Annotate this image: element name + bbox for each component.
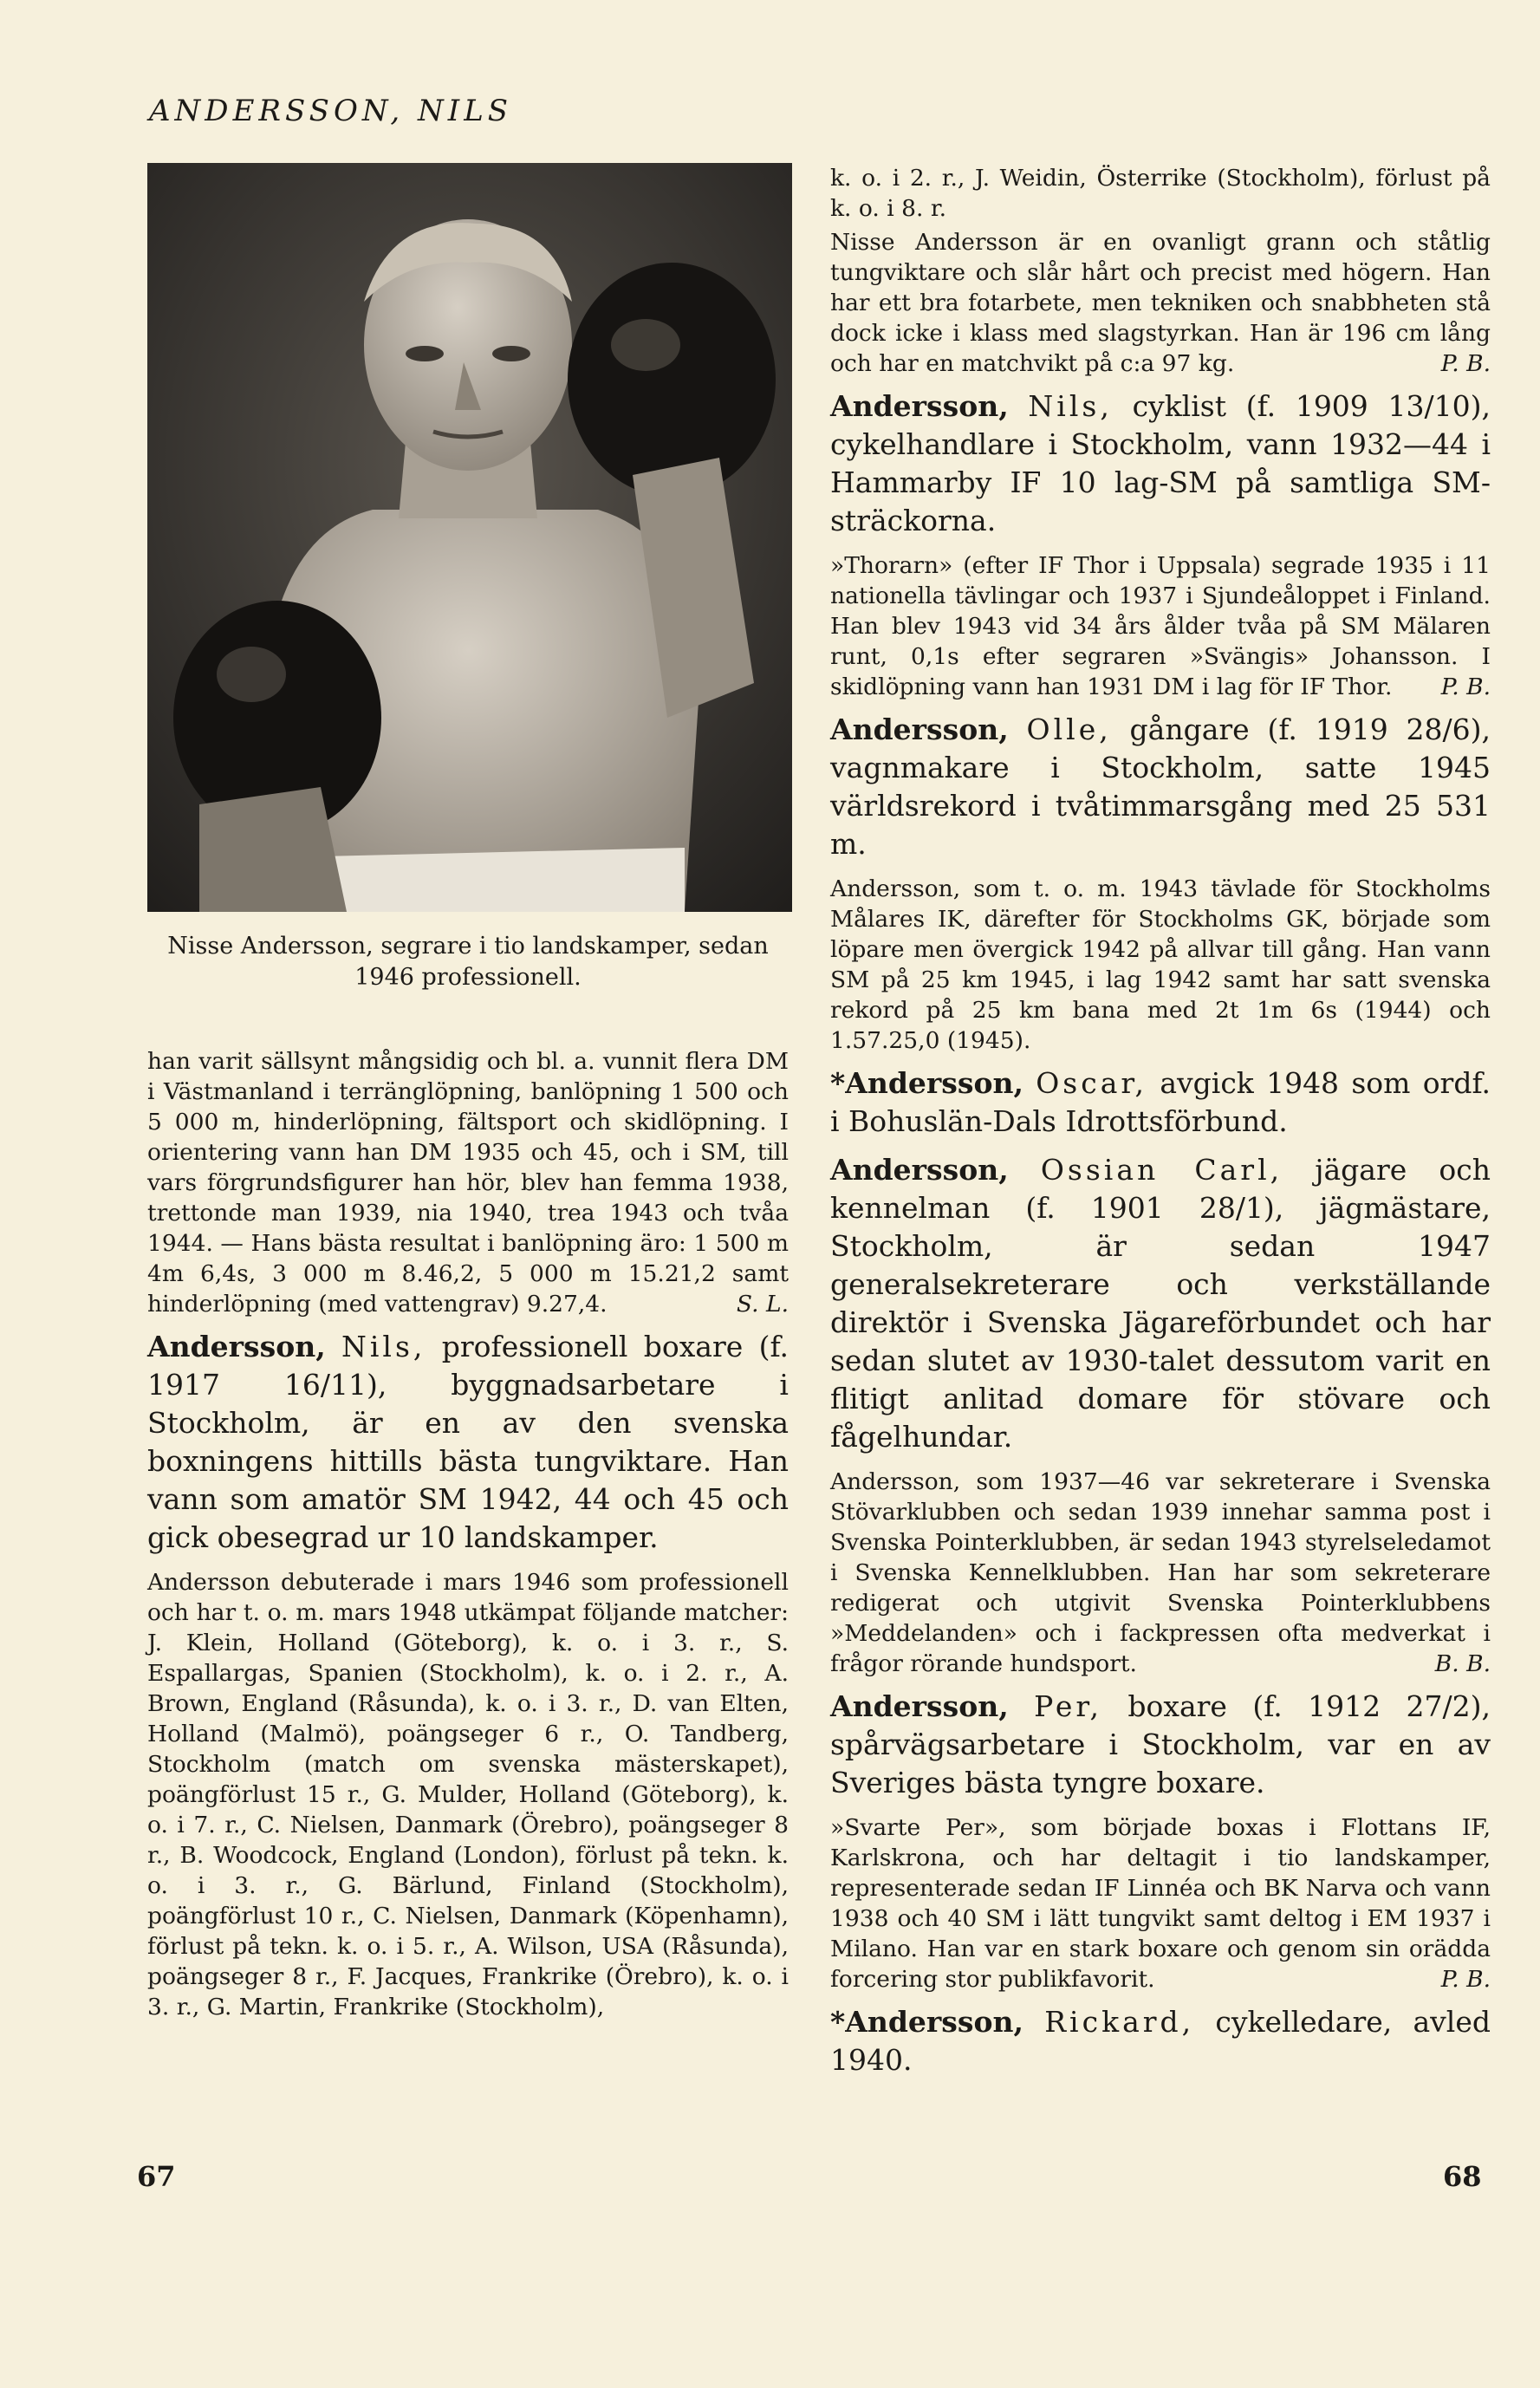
right-column <box>830 163 1491 2090</box>
left-para-2: Andersson debuterade i mars 1946 som professionell och har t. o. m. mars 1948 utkämpat följande matcher: J. Klein, Holland (Göteborg), k. o. i 3. r., S. Espallargas, Spanien (Stockholm), k. o. i 2. r., A. Brown, England (Råsunda), k. o. i 3. r., D. van Elten, Holland (Malmö), poängseger 6 r., O. Tandberg, Stockholm (match om svenska mästerskapet), poängförlust 15 r., G. Mulder, Holland (Göteborg), k. o. i 7. r., C. Nielsen, Danmark (Örebro), poängseger 8 r., B. Woodcock, England (London), förlust på tekn. k. o. i 3. r., G. Bärlund, Finland (Stockholm), poängförlust 10 r., C. Nielsen, Danmark (Köpenhamn), förlust på tekn. k. o. i 5. r., A. Wilson, USA (Råsunda), poängseger 8 r., F. Jacques, Frankrike (Örebro), k. o. i 3. r., G. Martin, Frankrike (Stockholm), <box>147 1568 789 2020</box>
entry-oscar: *Andersson, Oscar, avgick 1948 som ordf. i Bohuslän-Dals Idrottsförbund. <box>830 1066 1491 1138</box>
signature: P. B. <box>1440 1966 1491 1993</box>
entry-nils-boxare: Andersson, Nils, professionell boxare (f. 1917 16/11), byggnadsarbetare i Stockholm, är en av den svenska boxningens hittills bästa tungviktare. Han vann som amatör SM 1942, 44 och 45 och gick obesegrad ur 10 landskamper. <box>147 1329 789 1554</box>
entry-per: Andersson, Per, boxare (f. 1912 27/2), spårvägsarbetare i Stockholm, var en av Sveriges bästa tyngre boxare. <box>830 1689 1491 1799</box>
entry-rickard: *Andersson, Rickard, cykelledare, avled 1940. <box>830 2005 1491 2077</box>
right-para-cont-2: Nisse Andersson är en ovanligt grann och ståtlig tungviktare och slår hårt och precist med högern. Han har ett bra fotarbete, men tekniken och snabbheten stå dock icke i klass med slagstyrkan. Han är 196 cm lång och har en matchvikt på c:a 97 kg. P. B. <box>830 229 1491 377</box>
running-head: ANDERSSON, NILS <box>149 94 513 128</box>
para-ossian: Andersson, som 1937—46 var sekreterare i Svenska Stövarklubben och sedan 1939 innehar samma post i Svenska Pointerklubben, är sedan 1943 styrelseledamot i Svenska Kennelklubben. Han har som sekreterare redigerat och utgivit Svenska Pointerklubbens »Meddelanden» och i fackpressen ofta medverkat i frågor rörande hundsport. B. B. <box>830 1468 1491 1677</box>
entry-ossian: Andersson, Ossian Carl, jägare och kennelman (f. 1901 28/1), jägmästare, Stockholm, är sedan 1947 generalsekreterare och verkställande direktör i Svenska Jägareförbundet och har sedan slutet av 1930-talet dessutom varit en flitigt anlitad domare för stövare och fågelhundar. <box>830 1153 1491 1454</box>
para-cyklist: »Thorarn» (efter IF Thor i Uppsala) segrade 1935 i 11 nationella tävlingar och 1937 i Sjundeåloppet i Finland. Han blev 1943 vid 34 års ålder tvåa på SM Mälaren runt, 0,1s efter segraren »Svängis» Johansson. I skidlöpning vann han 1931 DM i lag för IF Thor. P. B. <box>830 552 1491 700</box>
left-column <box>147 163 789 2026</box>
para-per: »Svarte Per», som började boxas i Flottans IF, Karlskrona, och har deltagit i tio landskamper, representerade sedan IF Linnéa och BK Narva och vann 1938 och 40 SM i lätt tungvikt samt deltog i EM 1937 i Milano. Han var en stark boxare och genom sin orädda forcering stor publikfavorit. P. B. <box>830 1814 1491 1993</box>
para-olle: Andersson, som t. o. m. 1943 tävlade för Stockholms Målares IK, därefter för Stockholms GK, började som löpare men övergick 1942 på allvar till gång. Han vann SM på 25 km 1945, i lag 1942 samt har satt svenska rekord på 25 km bana med 2t 1m 6s (1944) och 1.57.25,0 (1945). <box>830 875 1491 1054</box>
boxer-photo-illustration <box>147 163 792 912</box>
signature: S. L. <box>736 1290 789 1318</box>
page-number-right: 68 <box>1443 2160 1482 2193</box>
left-para-1: han varit sällsynt mångsidig och bl. a. vunnit flera DM i Västmanland i terränglöpning, banlöpning 1 500 och 5 000 m, hinderlöpning, fältsport och skidlöpning. I orientering vann han DM 1935 och 45, och i SM, till vars förgrundsfigurer han hör, blev han femma 1938, trettonde man 1939, nia 1940, trea 1943 och tvåa 1944. — Hans bästa resultat i banlöpning äro: 1 500 m 4m 6,4s, 3 000 m 8.46,2, 5 000 m 15.21,2 samt hinderlöpning (med vattengrav) 9.27,4. S. L. <box>147 1047 789 1318</box>
page-number-left: 67 <box>137 2160 176 2193</box>
signature: P. B. <box>1440 673 1491 700</box>
boxer-photo <box>147 163 792 912</box>
photo-caption: Nisse Andersson, segrare i tio landskamper, sedan 1946 professionell. <box>167 933 769 992</box>
signature: P. B. <box>1440 350 1491 377</box>
right-para-cont: k. o. i 2. r., J. Weidin, Österrike (Stockholm), förlust på k. o. i 8. r. <box>830 165 1491 222</box>
entry-nils-cyklist: Andersson, Nils, cyklist (f. 1909 13/10), cykelhandlare i Stockholm, vann 1932—44 i Hammarby IF 10 lag-SM på samtliga SM-sträckorna. <box>830 389 1491 537</box>
entry-olle: Andersson, Olle, gångare (f. 1919 28/6), vagnmakare i Stockholm, satte 1945 världsrekord i tvåtimmarsgång med 25 531 m. <box>830 712 1491 861</box>
signature: B. B. <box>1434 1650 1491 1677</box>
